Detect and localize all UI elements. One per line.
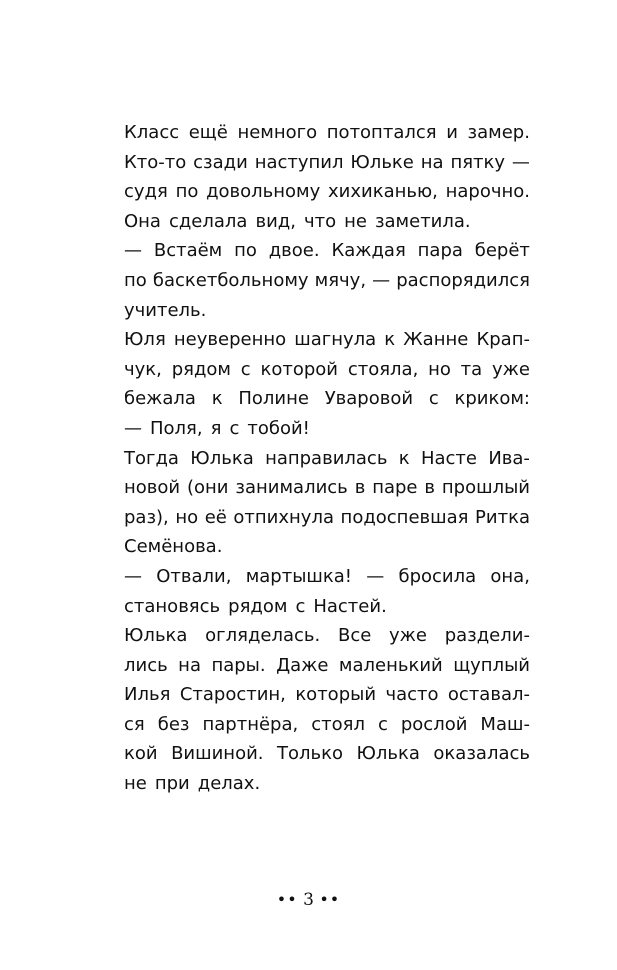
page-number-footer	[0, 890, 617, 910]
text-line: раз), но её отпихнула подоспевшая Ритка	[124, 506, 530, 528]
text-line: лись на пары. Даже маленький щуплый	[124, 654, 530, 676]
text-line: учитель.	[124, 299, 207, 321]
text-line: — Встаём по двое. Каждая пара берёт	[124, 240, 530, 262]
text-line: — Отвали, мартышка! — бросила она,	[124, 565, 530, 587]
text-line: не при делах.	[124, 773, 261, 795]
text-line: Семёнова.	[124, 536, 223, 558]
text-line: новой (они занимались в паре в прошлый	[124, 477, 530, 499]
text-line: чук, рядом с которой стояла, но та уже	[124, 358, 530, 380]
text-line: ся без партнёра, стоял с рослой Маш-	[124, 713, 530, 735]
text-line: Она сделала вид, что не заметила.	[124, 210, 471, 232]
text-line: Класс ещё немного потоптался и замер.	[124, 122, 530, 143]
text-line: бежала к Полине Уваровой с криком:	[124, 388, 530, 410]
page-number: 3	[303, 890, 314, 910]
text-line: Юлька огляделась. Все уже раздели-	[124, 625, 530, 647]
text-line: становясь рядом с Настей.	[124, 595, 387, 617]
text-line: Илья Старостин, который часто оставал-	[124, 684, 530, 706]
text-line: по баскетбольному мячу, — распорядился	[124, 269, 530, 291]
page-number-ornament-left: ••	[276, 890, 298, 909]
body-text	[124, 118, 530, 799]
text-line: кой Вишиной. Только Юлька оказалась	[124, 743, 530, 765]
page-number-ornament-right: ••	[319, 890, 341, 909]
text-line: судя по довольному хихиканью, нарочно.	[124, 181, 530, 203]
text-line: Юля неуверенно шагнула к Жанне Крап-	[124, 329, 530, 351]
text-line: — Поля, я с тобой!	[124, 417, 310, 439]
text-line: Тогда Юлька направилась к Насте Ива-	[124, 447, 530, 469]
text-line: Кто-то сзади наступил Юльке на пятку —	[124, 151, 530, 173]
